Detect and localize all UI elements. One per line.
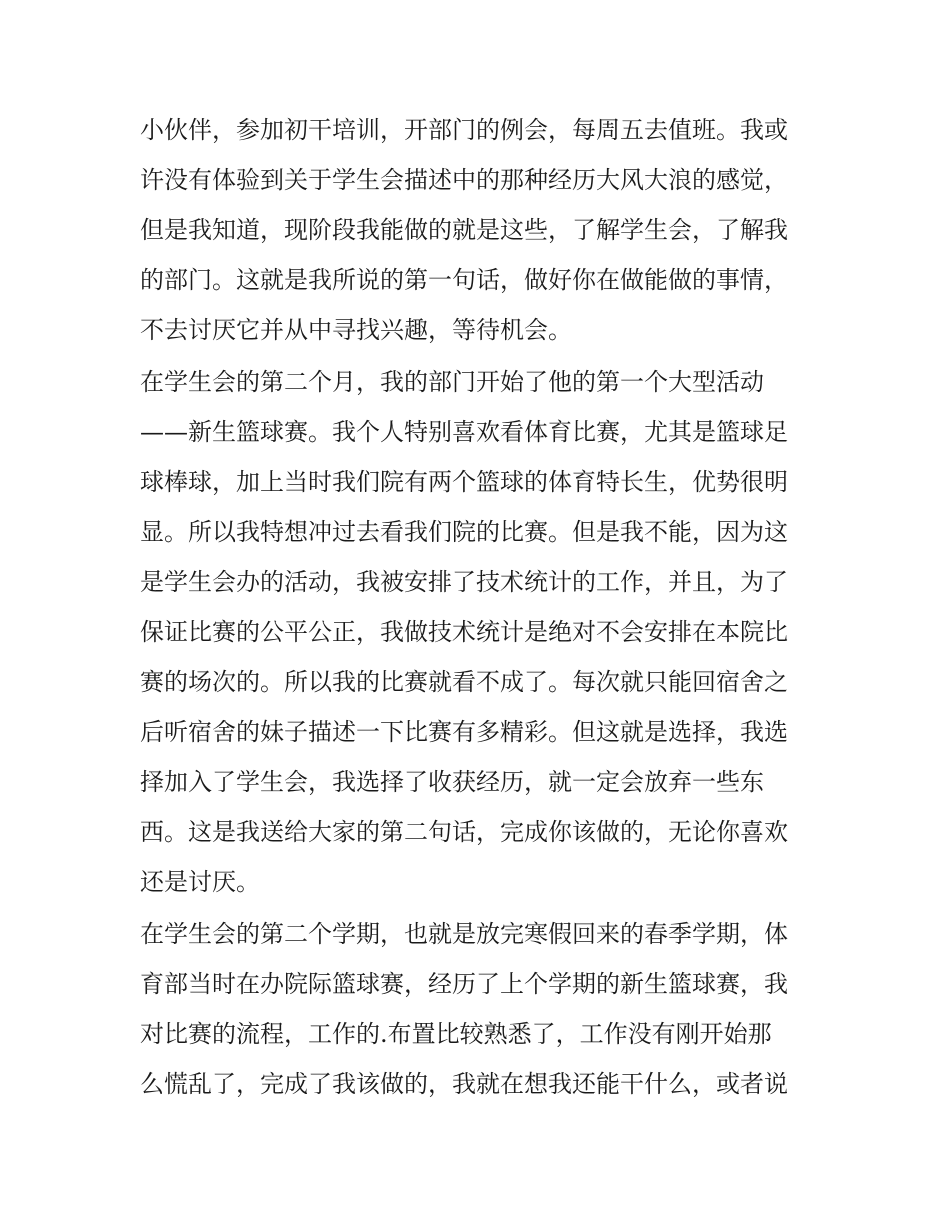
text-line: 在学生会的第二个月，我的部门开始了他的第一个大型活动 <box>140 368 764 396</box>
text-line: 么慌乱了，完成了我该做的，我就在想我还能干什么，或者说 <box>140 1070 788 1098</box>
text-line: 但是我知道，现阶段我能做的就是这些，了解学生会，了解我 <box>140 216 788 244</box>
text-line: 许没有体验到关于学生会描述中的那种经历大风大浪的感觉， <box>140 166 788 194</box>
text-line: 的部门。这就是我所说的第一句话，做好你在做能做的事情， <box>140 266 788 294</box>
text-line: 球棒球，加上当时我们院有两个篮球的体育特长生，优势很明 <box>140 468 788 496</box>
text-line: 对比赛的流程，工作的.布置比较熟悉了，工作没有刚开始那 <box>140 1020 772 1048</box>
text-line: 还是讨厌。 <box>140 868 260 896</box>
text-line: 小伙伴，参加初干培训，开部门的例会，每周五去值班。我或 <box>140 116 788 144</box>
text-line: 后听宿舍的妹子描述一下比赛有多精彩。但这就是选择，我选 <box>140 718 788 746</box>
text-line: 育部当时在办院际篮球赛，经历了上个学期的新生篮球赛，我 <box>140 970 788 998</box>
text-line: 是学生会办的活动，我被安排了技术统计的工作，并且，为了 <box>140 568 788 596</box>
text-line: 择加入了学生会，我选择了收获经历，就一定会放弃一些东 <box>140 768 764 796</box>
text-line: 赛的场次的。所以我的比赛就看不成了。每次就只能回宿舍之 <box>140 668 788 696</box>
text-line: 不去讨厌它并从中寻找兴趣，等待机会。 <box>140 316 572 344</box>
text-line: ——新生篮球赛。我个人特别喜欢看体育比赛，尤其是篮球足 <box>140 418 788 446</box>
text-line: 在学生会的第二个学期，也就是放完寒假回来的春季学期，体 <box>140 920 788 948</box>
text-line: 西。这是我送给大家的第二句话，完成你该做的，无论你喜欢 <box>140 818 788 846</box>
text-line: 显。所以我特想冲过去看我们院的比赛。但是我不能，因为这 <box>140 518 788 546</box>
text-line: 保证比赛的公平公正，我做技术统计是绝对不会安排在本院比 <box>140 618 788 646</box>
